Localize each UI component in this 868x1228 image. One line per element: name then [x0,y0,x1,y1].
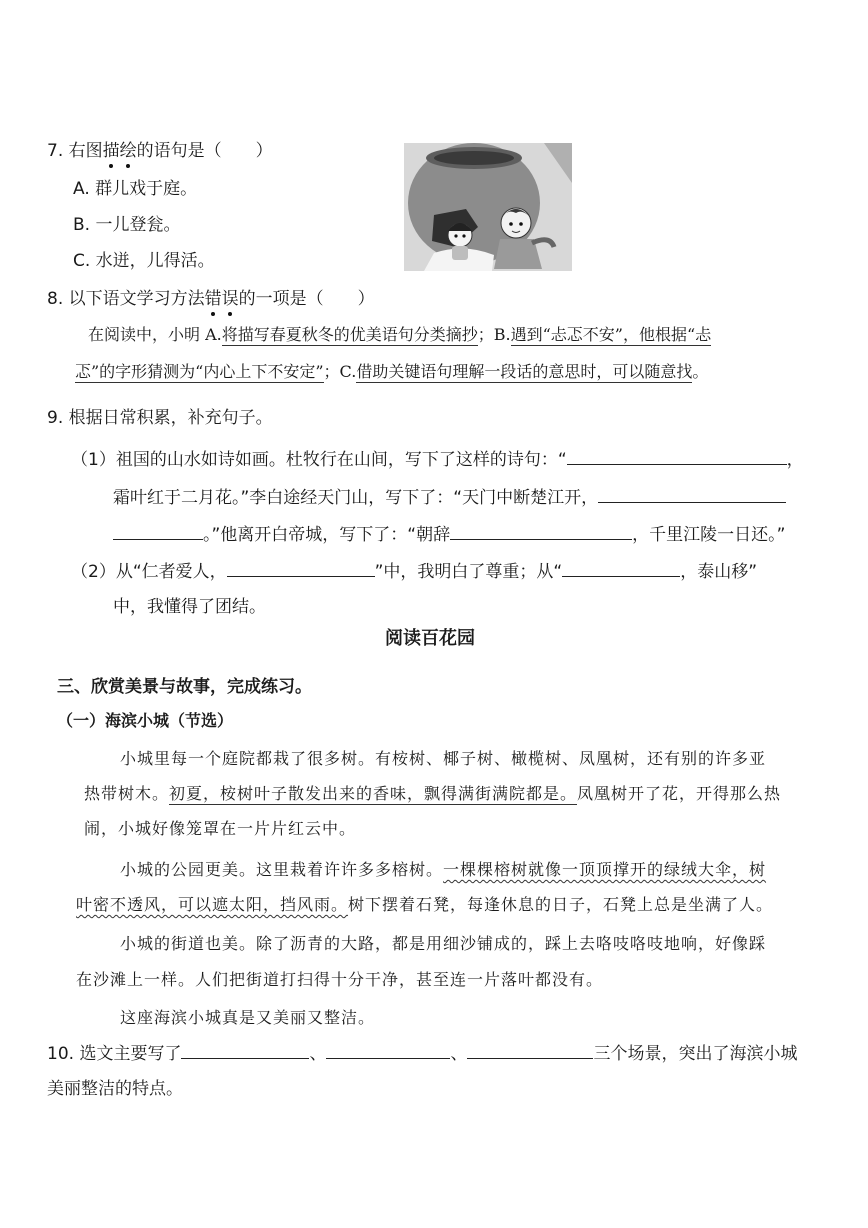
part3-heading: 三、欣赏美景与故事，完成练习。 [57,677,312,697]
passage-p3-line-1: 小城的街道也美。除了沥青的大路，都是用细沙铺成的，踩上去咯吱咯吱地响，好像踩 [120,934,767,953]
q7-option-b[interactable]: B. 一儿登瓮。 [73,215,181,235]
q8-stem: 8. 以下语文学习方法错误的一项是（ ） [47,289,375,309]
q8-option-a[interactable]: 将描写春夏秋冬的优美语句分类摘抄 [221,325,478,344]
q10-blank-1[interactable] [181,1040,309,1059]
q10-blank-2[interactable] [326,1040,450,1059]
passage-p1-line-3: 闹，小城好像笼罩在一片片红云中。 [84,819,357,838]
q9-blank-1[interactable] [567,446,787,465]
passage-p2-line-2: 叶密不透风，可以遮太阳，挡风雨。树下摆着石凳，每逢休息的日子，石凳上总是坐满了人。 [76,895,774,914]
underlined-sentence-1: 初夏，桉树叶子散发出来的香味，飘得满街满院都是。 [169,784,578,803]
q7-option-a[interactable]: A. 群儿戏于庭。 [73,179,198,199]
q9-blank-2[interactable] [598,484,786,503]
q9-blank-5[interactable] [562,558,680,577]
q9-p1-line-2: 霜叶红于二月花。”李白途经天门山，写下了：“天门中断楚江开， [113,484,786,510]
q10-line-1: 10. 选文主要写了 、 、 三个场景，突出了海滨小城 [47,1040,797,1066]
q9-p2-line-2: 中，我懂得了团结。 [113,597,266,617]
wavy-underlined-sentence-2: 叶密不透风，可以遮太阳，挡风雨。 [76,895,349,914]
wavy-underlined-sentence-1: 一棵棵榕树就像一顶顶撑开的绿绒大伞，树 [443,860,767,879]
section-title: 阅读百花园 [385,628,475,649]
story-illustration [404,143,572,271]
passage-p3-line-2: 在沙滩上一样。人们把街道打扫得十分干净，甚至连一片落叶都没有。 [76,970,604,989]
q9-blank-3[interactable] [450,521,632,540]
q7-option-c[interactable]: C. 水迸，儿得活。 [73,251,215,271]
q8-option-b-cont[interactable]: 忑”的字形猜测为“内心上下不安定” [75,362,324,381]
q9-blank-4[interactable] [227,558,375,577]
q9-p2-line-1: （2）从“仁者爱人， ”中，我明白了尊重；从“ ，泰山移” [71,558,757,584]
q9-blank-2-cont[interactable] [113,521,203,540]
q9-p1-line-1: （1）祖国的山水如诗如画。杜牧行在山间，写下了这样的诗句：“ ， [71,446,804,472]
passage-p4: 这座海滨小城真是又美丽又整洁。 [120,1008,376,1027]
passage-subtitle: （一）海滨小城（节选） [57,711,234,730]
q8-option-c[interactable]: 借助关键语句理解一段话的意思时，可以随意找 [356,362,693,381]
q10-line-2: 美丽整洁的特点。 [47,1079,183,1099]
q8-option-b[interactable]: 遇到“忐忑不安”，他根据“忐 [510,325,712,344]
passage-p1-line-1: 小城里每一个庭院都栽了很多树。有桉树、椰子树、橄榄树、凤凰树，还有别的许多亚 [120,749,767,768]
q9-stem: 9. 根据日常积累，补充句子。 [47,408,273,428]
passage-p1-line-2: 热带树木。初夏，桉树叶子散发出来的香味，飘得满街满院都是。凤凰树开了花，开得那么热 [84,784,782,803]
q8-line-1: 在阅读中，小明 A.将描写春夏秋冬的优美语句分类摘抄；B.遇到“忐忑不安”，他根据“忐 [88,325,712,344]
q10-blank-3[interactable] [467,1040,593,1059]
q8-line-2: 忑”的字形猜测为“内心上下不安定”；C.借助关键语句理解一段话的意思时，可以随意找。 [75,362,709,381]
q7-stem: 7. 右图描绘的语句是（ ） [47,141,273,161]
jar-children-image [404,143,572,271]
q9-p1-line-3: 。”他离开白帝城，写下了：“朝辞 ，千里江陵一日还。” [113,521,785,547]
passage-p2-line-1: 小城的公园更美。这里栽着许许多多榕树。一棵棵榕树就像一顶顶撑开的绿绒大伞，树 [120,860,767,879]
